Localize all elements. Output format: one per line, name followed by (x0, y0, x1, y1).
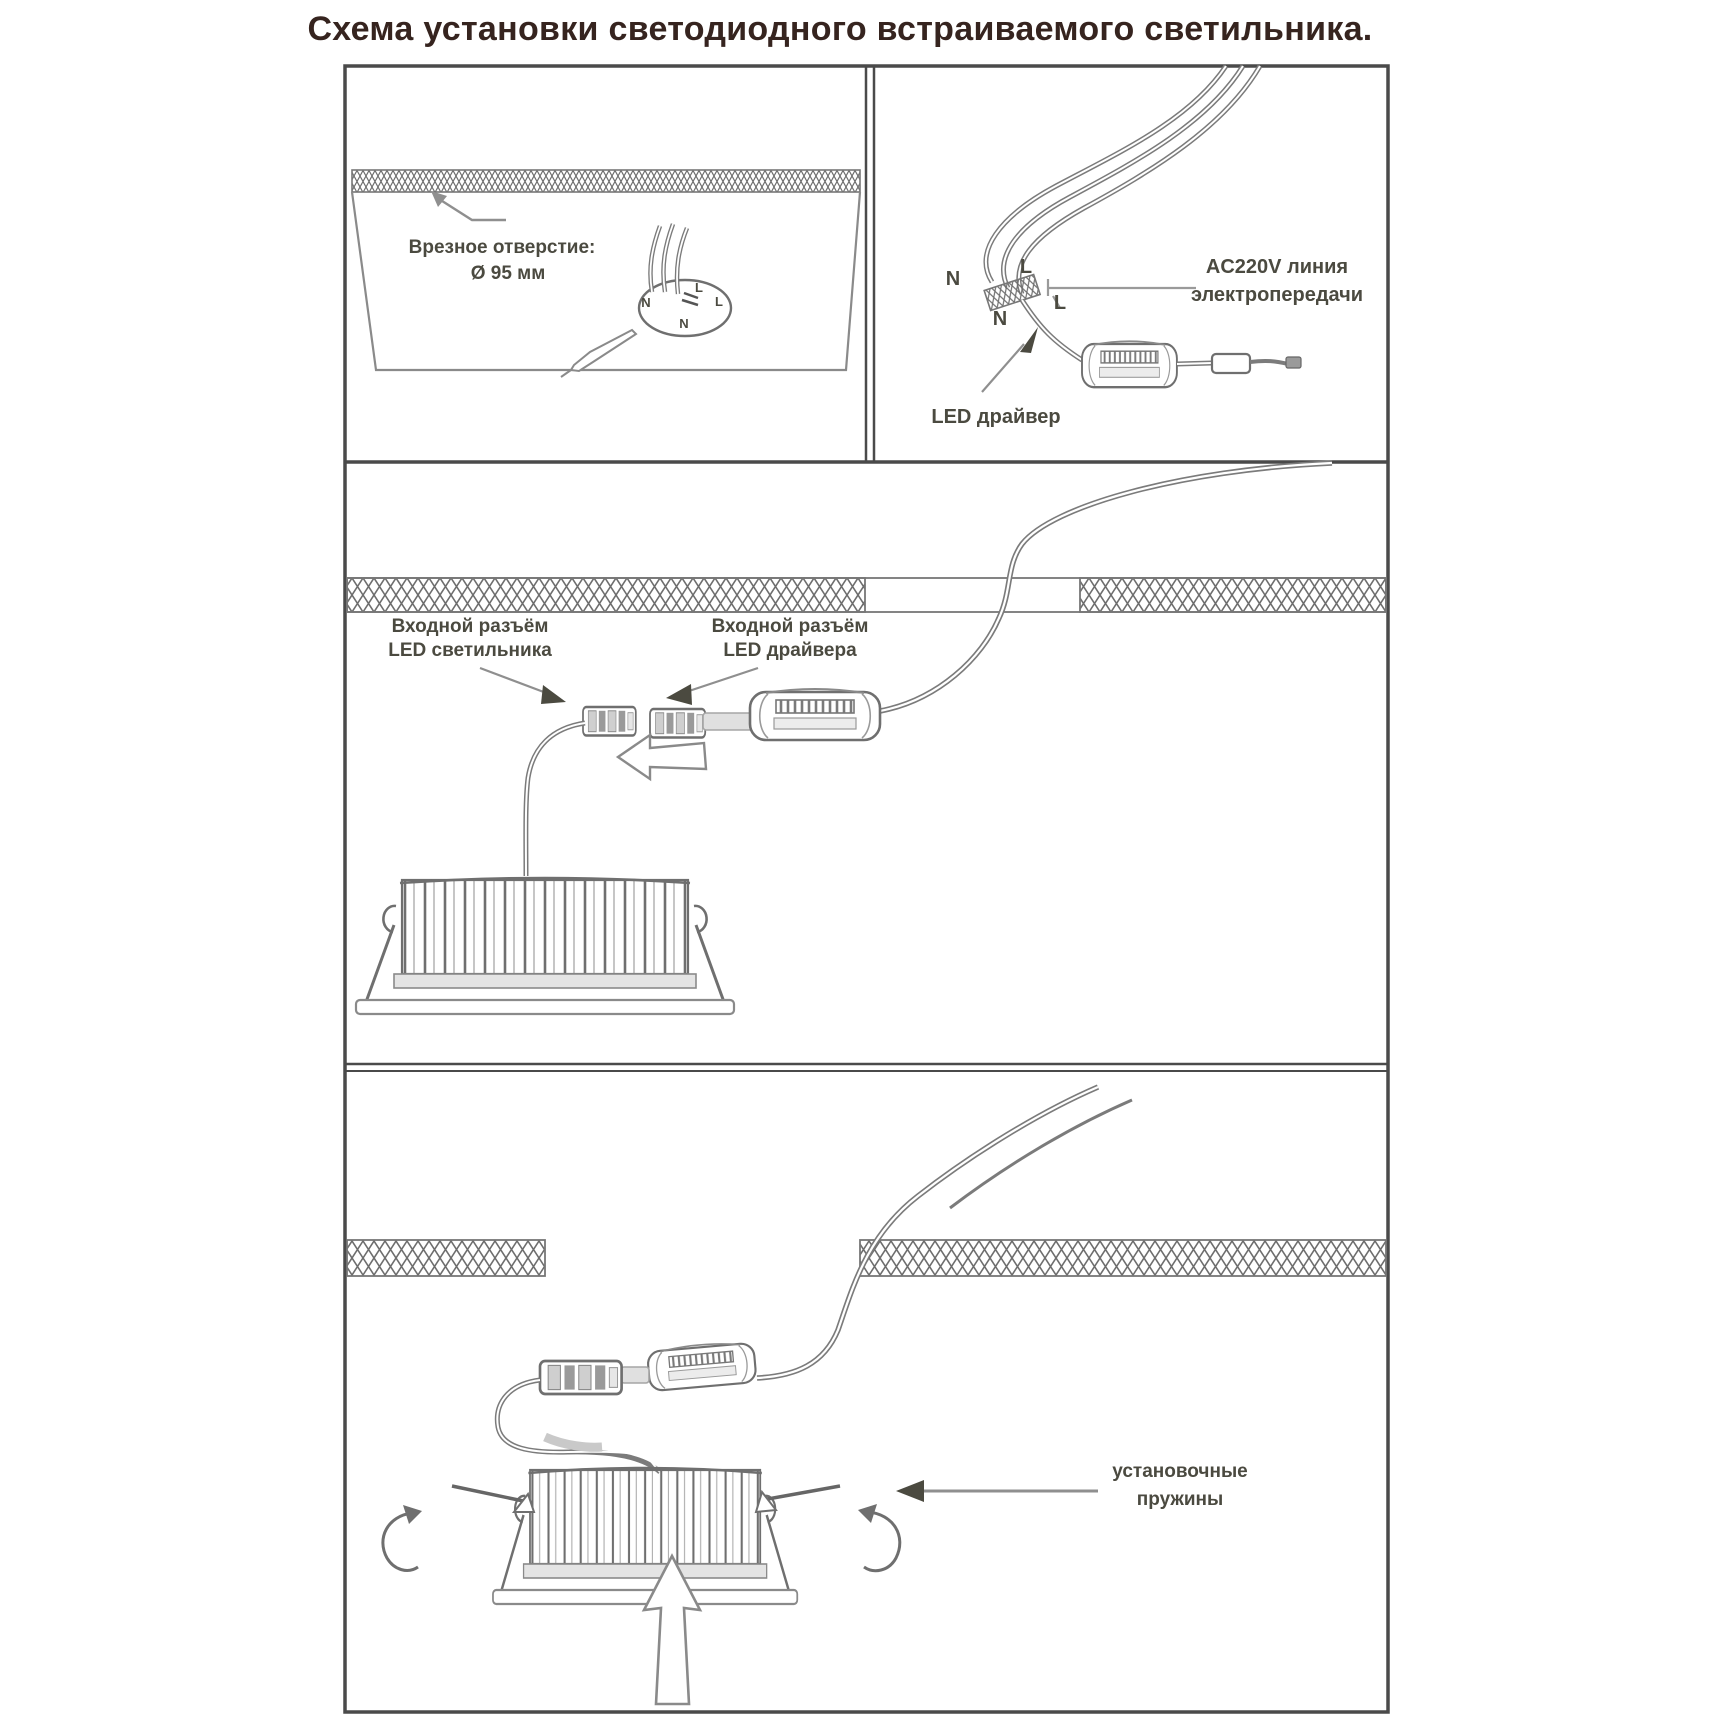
panel-power-art (982, 66, 1301, 392)
driver-leader-arrowhead (1020, 327, 1038, 353)
page-title: Схема установки светодиодного встраиваемого светильника. (307, 10, 1373, 48)
panel-cutout-art (352, 170, 860, 377)
push-left-arrow (618, 735, 706, 779)
driver-connector (650, 709, 705, 738)
power-line-label-line2: электропередачи (1190, 284, 1364, 306)
hole-terminal-n-left: N (641, 295, 651, 310)
cable-sleeve (545, 1437, 602, 1447)
driver-connector-leader (686, 668, 758, 692)
driver-connector-label-line2: LED драйвера (723, 640, 857, 661)
panel-install-art (347, 1087, 1386, 1704)
led-driver-box (647, 1340, 757, 1391)
lamp-connector-label-line1: Входной разъём (391, 616, 549, 637)
power-terminal-n-upper: N (945, 268, 961, 290)
driver-label: LED драйвер (931, 406, 1061, 428)
strip-leader-line (439, 199, 506, 220)
driver-plug (621, 1367, 649, 1383)
rotate-arrow-right (858, 1504, 900, 1571)
power-terminal-l-upper: L (1019, 256, 1033, 278)
driver-connector-label-line1: Входной разъём (711, 616, 869, 637)
power-line-leader (1048, 279, 1196, 308)
springs-leader-arrowhead (896, 1480, 924, 1502)
hole-label-line1: Врезное отверстие: (408, 237, 596, 258)
joined-connector (540, 1361, 622, 1394)
power-terminal-n-lower: N (992, 308, 1008, 330)
rotate-arrow-left (383, 1505, 422, 1570)
lamp-connector-leader (480, 668, 549, 694)
lamp-connector-label-line2: LED светильника (388, 640, 552, 661)
led-driver-box (750, 689, 880, 740)
hole-terminal-l-top: L (695, 280, 703, 295)
lamp-cable (526, 723, 585, 876)
springs-label-line2: пружины (1136, 1489, 1224, 1510)
power-line-label-line1: AC220V линия (1205, 256, 1349, 278)
mains-cable (757, 1087, 1098, 1378)
ceiling-band-right (860, 1240, 1386, 1276)
lamp-connector (583, 707, 636, 736)
led-driver-box (1082, 341, 1177, 387)
downlight-body (493, 1468, 797, 1604)
output-connector (1212, 354, 1250, 373)
hole-terminal-n-bottom: N (679, 316, 689, 331)
panel-connect-art (347, 463, 1386, 1014)
downlight-body (356, 878, 734, 1014)
strip-leader-arrowhead (431, 191, 447, 207)
hole-label-line2: Ø 95 мм (470, 263, 546, 284)
hole-terminal-l-right: L (715, 294, 723, 309)
driver-plug (703, 713, 753, 730)
driver-leader-line (982, 344, 1024, 392)
power-terminal-l-lower: L (1053, 292, 1067, 314)
springs-label-line1: установочные (1112, 1461, 1248, 1482)
ceiling-band-left (347, 1240, 545, 1276)
ceiling-strip-hatch (352, 170, 860, 192)
